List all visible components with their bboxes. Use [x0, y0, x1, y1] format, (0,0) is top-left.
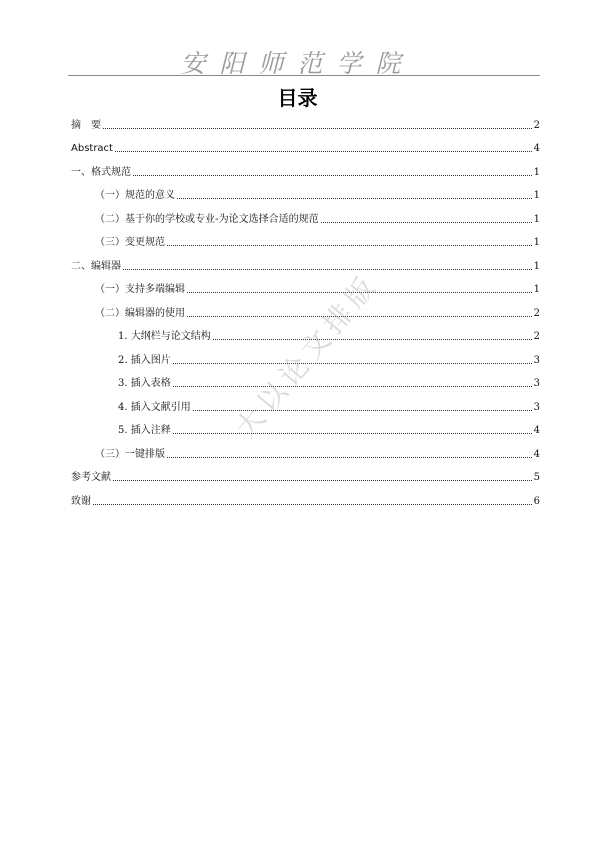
- toc-entry[interactable]: [71, 226, 540, 250]
- toc-leader-dots: [113, 479, 532, 481]
- toc-entry[interactable]: [71, 132, 540, 156]
- toc-entry-label: （二）编辑器的使用: [95, 307, 185, 319]
- toc-entry-label: 参考文献: [71, 472, 111, 483]
- toc-entry-page: 4: [533, 143, 540, 154]
- watermark: 大以论文排版: [228, 266, 386, 445]
- toc-leader-dots: [173, 432, 532, 434]
- toc-leader-dots: [123, 268, 532, 270]
- toc-entry[interactable]: [71, 367, 540, 391]
- toc-entry-page: 1: [533, 237, 540, 248]
- page-title: 目录: [277, 86, 318, 110]
- toc-entry[interactable]: [71, 296, 540, 320]
- toc-leader-dots: [103, 127, 532, 129]
- toc-leader-dots: [167, 456, 532, 458]
- toc-entry-label: （二）基于你的学校或专业-为论文选择合适的规范: [95, 213, 319, 225]
- toc-entry[interactable]: [71, 343, 540, 367]
- toc-entry-page: 2: [533, 331, 540, 342]
- toc-entry-page: 5: [533, 472, 540, 483]
- toc-entry-label: 致谢: [71, 495, 91, 507]
- toc-leader-dots: [133, 174, 532, 176]
- toc-entry-label: 5. 插入注释: [118, 425, 171, 436]
- toc-entry-page: 1: [533, 166, 540, 178]
- school-logo: 安阳师范学院: [180, 49, 415, 78]
- toc-entry-label: （三）变更规范: [95, 237, 165, 248]
- toc-entry[interactable]: [71, 249, 540, 273]
- toc-entry-label: （一）支持多端编辑: [95, 284, 185, 295]
- toc-leader-dots: [173, 385, 532, 387]
- toc-entry-label: 1. 大纲栏与论文结构: [118, 331, 211, 342]
- toc-leader-dots: [187, 291, 532, 293]
- toc-entry-label: 4. 插入文献引用: [118, 401, 191, 413]
- header-divider: [68, 75, 540, 76]
- toc-entry[interactable]: [71, 273, 540, 297]
- toc-leader-dots: [167, 244, 532, 246]
- toc-entry-page: 3: [533, 401, 540, 413]
- toc-entry-page: 2: [533, 307, 540, 319]
- toc-entry-label: 3. 插入表格: [118, 378, 171, 389]
- toc-entry-label: （一）规范的意义: [95, 190, 175, 201]
- toc-leader-dots: [321, 221, 532, 223]
- toc-leader-dots: [93, 503, 532, 505]
- toc-entry[interactable]: [71, 484, 540, 508]
- toc-entry-label: 摘 要: [71, 119, 101, 131]
- toc-leader-dots: [193, 409, 532, 411]
- toc-leader-dots: [115, 150, 532, 152]
- toc-entry[interactable]: [71, 179, 540, 203]
- toc-leader-dots: [173, 362, 532, 364]
- toc-entry-page: 3: [533, 354, 540, 366]
- toc-entry-page: 1: [533, 190, 540, 201]
- toc-entry[interactable]: [71, 155, 540, 179]
- table-of-contents: [71, 108, 540, 508]
- toc-leader-dots: [187, 315, 532, 317]
- toc-entry-page: 2: [533, 119, 540, 131]
- toc-entry-page: 3: [533, 378, 540, 389]
- toc-entry[interactable]: [71, 202, 540, 226]
- toc-leader-dots: [177, 197, 532, 199]
- toc-entry-label: 2. 插入图片: [118, 354, 171, 366]
- toc-entry[interactable]: [71, 390, 540, 414]
- toc-entry[interactable]: [71, 437, 540, 461]
- toc-entry-page: 1: [533, 213, 540, 225]
- toc-entry-page: 1: [533, 260, 540, 272]
- toc-entry[interactable]: [71, 320, 540, 344]
- toc-entry-label: （三）一键排版: [95, 448, 165, 460]
- toc-leader-dots: [213, 338, 532, 340]
- toc-entry-page: 4: [533, 448, 540, 460]
- toc-entry-page: 6: [533, 495, 540, 507]
- toc-entry[interactable]: [71, 108, 540, 132]
- toc-entry-label: 二、编辑器: [71, 260, 121, 272]
- toc-entry-page: 1: [533, 284, 540, 295]
- toc-entry[interactable]: [71, 461, 540, 485]
- toc-entry-label: 一、格式规范: [71, 166, 131, 178]
- toc-entry-label: Abstract: [71, 143, 113, 154]
- toc-entry[interactable]: [71, 414, 540, 438]
- toc-entry-page: 4: [533, 425, 540, 436]
